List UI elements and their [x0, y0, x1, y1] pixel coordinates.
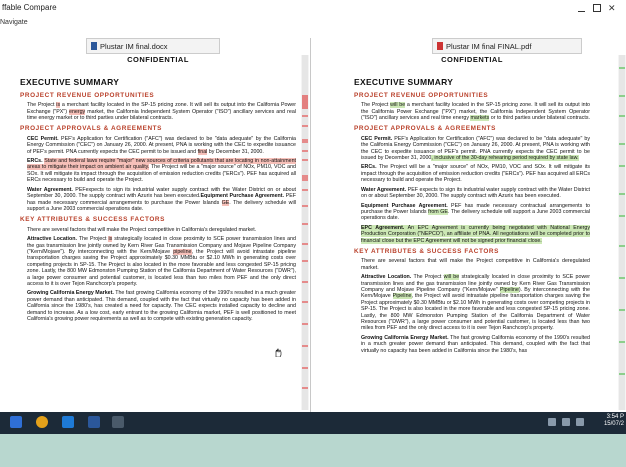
word-doc-icon — [91, 42, 97, 50]
paragraph: Water Agreement. PEFexpects to sign its industrial water supply contract with the Water District on or about September 30, 2000. The supply contract with Azurix has been executed.Equipment Purchase Agreement. PEF has made necessary commercial arrangements to purchase the Power Islands GE. The delivery schedule will support a June 2003 commercial operations date. — [27, 186, 296, 212]
change-marker[interactable] — [302, 243, 308, 245]
right-document-pane — [314, 38, 626, 412]
change-marker[interactable] — [619, 67, 625, 69]
clock-time: 3:54 P — [606, 414, 624, 420]
pdf-doc-icon — [437, 42, 443, 50]
section-heading: PROJECT REVENUE OPPORTUNITIES — [20, 91, 155, 99]
change-marker[interactable] — [302, 189, 308, 191]
window-controls — [578, 4, 618, 14]
paragraph: Growing California Energy Market. The fast growing California economy of the 1990's resulted in a much greater power demand than anticipated. This demand, coupled with the fact that virtually no capacity has been added in California since the 1980's, has — [361, 334, 590, 354]
change-marker[interactable] — [302, 139, 308, 143]
change-marker[interactable] — [302, 125, 308, 127]
network-icon[interactable] — [548, 418, 556, 426]
change-marker[interactable] — [619, 95, 625, 97]
change-marker[interactable] — [302, 205, 308, 207]
change-marker[interactable] — [302, 301, 308, 303]
notification-icon[interactable] — [576, 418, 584, 426]
paragraph: EPC Agreement. An EPC Agreement is currently being negotiated with National Energy Production Corporation ("NEPCO"), an affiliate of PNA. All negotiations will be completed prior to financial close but the EPC Agreement will not be signed prior financial close. — [361, 224, 591, 244]
change-marker[interactable] — [302, 159, 308, 161]
right-document-content — [354, 56, 590, 357]
paragraph: CEC Permit. PEF's Application for Certification ("AFC") was declared to be "data adequate" by the California Energy Commission ("CEC") on January 26, 2000. At present, PNA is working with the CEC to expedite issuance of PEF's permit. PNA currently expects the CEC permit to be issued and final by December 31, 2000. — [27, 135, 296, 155]
change-marker[interactable] — [619, 165, 625, 167]
paragraph: The Project will be a merchant facility located in the SP-15 pricing zone. It will sell its output into the California Power Exchange ("PX") market, the California Independent System Operator ("ISO") ancillary services and real time energy markets or to third parties under bilateral contracts. — [361, 102, 590, 122]
change-marker[interactable] — [302, 323, 308, 325]
change-marker[interactable] — [302, 150, 308, 152]
change-marker[interactable] — [302, 281, 308, 283]
scroll-track — [619, 55, 625, 410]
clock-date: 15/07/2 — [603, 421, 624, 427]
paragraph: CEC Permit. PEF's Application for Certification ("AFC") was declared to be "data adequate" by the California Energy Commission ("CEC") on January 26, 2000. At present, PNA is working with the CEC to expedite issuance of PEF's permit. PNA currently expects the CEC permit to be issued by December 31, 2000, inclusive of the 30-day rehearing period required by state law. — [361, 135, 590, 162]
close-icon[interactable]: ✕ — [608, 3, 616, 13]
section-heading: KEY ATTRIBUTES & SUCCESS FACTORS — [354, 247, 500, 255]
change-marker[interactable] — [619, 309, 625, 311]
change-marker[interactable] — [302, 115, 308, 117]
left-scrollbar[interactable] — [301, 55, 309, 410]
word-icon[interactable] — [88, 416, 100, 428]
section-heading: PROJECT APPROVALS & AGREEMENTS — [354, 125, 497, 133]
tab-right-document[interactable] — [432, 38, 582, 54]
paragraph: The Project is a merchant facility located in the SP-15 pricing zone. It will sell its output into the California Power Exchange ("PX") energy market, the California Independent System Operator ("ISO") ancillary services and real time energy market or to third parties under bilateral contracts. — [27, 102, 296, 122]
left-document-content — [20, 56, 296, 325]
paragraph: ERCs. The Project will be a "major source" of NOx, PM10, VOC and SOx. It will mitigate its impact through the acquisition of emission reduction credits ("ERCs"). PEF has acquired all ERCs necessary to build and operate the Project. — [361, 164, 590, 184]
tab-label: Plustar IM final FINAL.pdf — [446, 41, 532, 51]
executive-summary-heading: EXECUTIVE SUMMARY — [20, 77, 120, 88]
compare-app-icon[interactable] — [112, 416, 124, 428]
desktop-background — [0, 434, 626, 467]
clock[interactable] — [604, 414, 624, 428]
change-marker[interactable] — [302, 387, 308, 389]
section-heading: KEY ATTRIBUTES & SUCCESS FACTORS — [20, 216, 166, 224]
paragraph: There are several factors that will make the Project competitive in California's deregulated market. — [361, 258, 590, 271]
change-marker[interactable] — [619, 373, 625, 375]
change-marker[interactable] — [302, 260, 308, 262]
change-marker[interactable] — [302, 223, 308, 225]
change-marker[interactable] — [302, 175, 308, 181]
paragraph: There are several factors that will make the Project competitive in California's deregulated market. — [27, 226, 257, 233]
paragraph: Attractive Location. The Project is strategically located in close proximity to SCE power transmission lines and the gas transmission line jointly owned by Kern River Gas Transmission Company and Mojave Pipeline Company ("Kern/Mojave"). By interconnecting with the Kern/Mojave pipeline, the Project will avoid intrastate pipeline transportation charges saving the Project approximately $0.30 MMBtu or $2.10 MWh in generating costs over competing projects in SP-15. The Project is also located in the more favorable and less congested SP-15 pricing zone. Lastly, the 800 MW Edmonston Pumping Station of the California Department of Water Resources ("DWR"), a large power consumer and potential customer, is located less than two miles from PEF and the only direct access to it is over Tejon Ranchcorp's property. — [27, 236, 296, 287]
change-marker[interactable] — [619, 245, 625, 247]
scroll-thumb[interactable] — [302, 95, 308, 109]
tab-label: Plustar IM final.docx — [100, 41, 168, 51]
tab-left-document[interactable] — [86, 38, 220, 54]
pane-divider[interactable] — [310, 38, 311, 412]
window-title: ffable Compare — [2, 3, 57, 12]
left-document-pane — [0, 38, 300, 412]
volume-icon[interactable] — [562, 418, 570, 426]
navigate-menu[interactable]: Navigate — [0, 19, 28, 26]
confidential-label: CONFIDENTIAL — [441, 55, 503, 64]
change-marker[interactable] — [619, 115, 625, 117]
cursor-icon — [274, 347, 282, 357]
change-marker[interactable] — [619, 143, 625, 145]
paragraph: Growing California Energy Market. The fast growing California economy of the 1990's resulted in a much greater power demand than anticipated. This demand, coupled with the fact that virtually no capacity has been added in California since the 1980's, has created a need for capacity. The CEC expects installed capacity to decline and demand to increase. As a low cost, early entrant to the growing California market, PEF is well positioned to meet California's growing power requirements as well as to compete with existing generation capacity. — [27, 290, 296, 322]
minimize-icon[interactable] — [578, 7, 585, 12]
edge-icon[interactable] — [62, 416, 74, 428]
change-marker[interactable] — [619, 277, 625, 279]
section-heading: PROJECT APPROVALS & AGREEMENTS — [20, 125, 163, 133]
paragraph: Water Agreement. PEF expects to sign its industrial water supply contract with the Water District on or about September 30, 2000. The supply contract with Azurix has been executed. — [361, 186, 590, 200]
section-heading: PROJECT REVENUE OPPORTUNITIES — [354, 91, 489, 99]
paragraph: Equipment Purchase Agreement. PEF has made necessary contractual arrangements to purchase the Power Islands from GE. The delivery schedule will support a June 2003 commercial operations date. — [361, 202, 591, 222]
paragraph: ERCs. State and federal laws require "major" new sources of criteria pollutants that are locating in non-attainment areas to mitigate their impact on ambient air quality. The Project will be a "major source" of NOx, PM10, VOC and SOx. It will mitigate its impact through the acquisition of emission reduction credits ("ERCs"). PEF has acquired all ERCs necessary to build and operate the Project. — [27, 158, 296, 184]
change-marker[interactable] — [302, 367, 308, 369]
paragraph: Attractive Location. The Project will be strategically located in close proximity to SCE power transmission lines and the gas transmission line jointly owned by Kern River Gas Transmission Company and Mojave Pipeline Company ("Kern/Mojave" Pipeline). By interconnecting with the Kern/Mojave Pipeline, the Project will avoid intrastate pipeline transportation charges saving the Project approximately $0.30 MMBtu or $2.10 MWh in generating costs over competing projects in SP-15. The Project is also located in the more favorable and less congested SP-15 pricing zone. Lastly, the 800 MW Edmonston Pumping Station of the California Department of Water Resources ("DWR"), a large power consumer and potential customer, is located less than two miles from PEF and the only direct access to it is over Tejon Ranchcorp's property. — [361, 274, 590, 332]
right-scrollbar[interactable] — [618, 55, 626, 410]
title-bar — [0, 0, 626, 30]
executive-summary-heading: EXECUTIVE SUMMARY — [354, 77, 454, 88]
confidential-label: CONFIDENTIAL — [127, 55, 189, 64]
change-marker[interactable] — [302, 345, 308, 347]
taskbar — [0, 412, 626, 434]
chrome-icon[interactable] — [36, 416, 48, 428]
change-marker[interactable] — [619, 341, 625, 343]
change-marker[interactable] — [619, 193, 625, 195]
change-marker[interactable] — [619, 215, 625, 217]
outlook-icon[interactable] — [10, 416, 22, 428]
maximize-icon[interactable] — [593, 4, 601, 12]
